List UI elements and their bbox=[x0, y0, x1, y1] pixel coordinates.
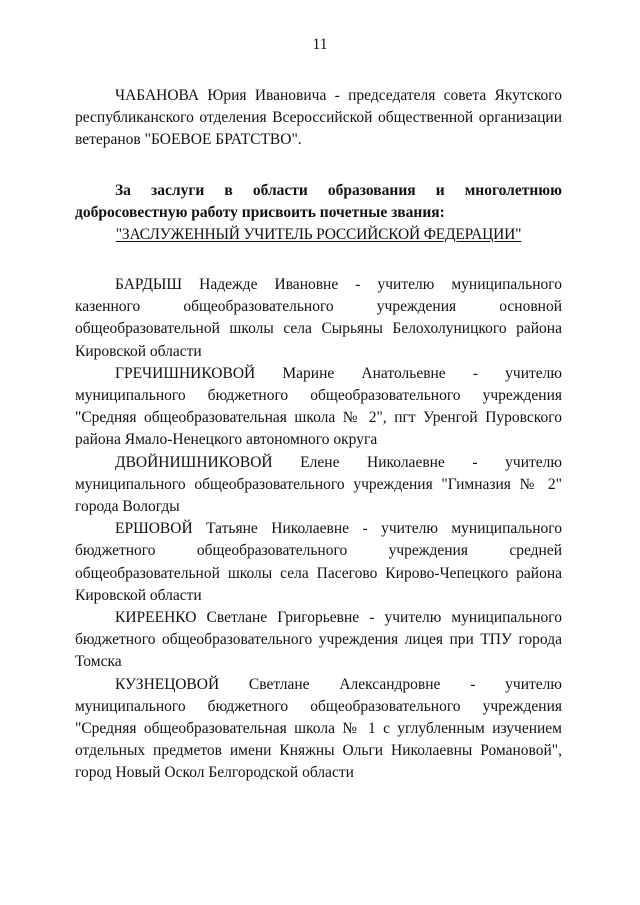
recipient-entry: ЕРШОВОЙ Татьяне Николаевне - учителю муниципального бюджетного общеобразовательного учреждения средней общеобразовательной школы села Пасегово Кирово-Чепецкого района Кировской области bbox=[75, 520, 562, 604]
recipient-entry: ГРЕЧИШНИКОВОЙ Марине Анатольевне - учителю муниципального бюджетного общеобразовательного учреждения "Средняя общеобразовательная школа № 2", пгт Уренгой Пуровского района Ямало-Ненецкого автономного округа bbox=[75, 364, 562, 449]
decree-statement: За заслуги в области образования и многолетнюю добросовестную работу присвоить почетные звания: bbox=[75, 181, 562, 221]
page-number: 11 bbox=[312, 36, 328, 53]
honorary-title-heading: "ЗАСЛУЖЕННЫЙ УЧИТЕЛЬ РОССИЙСКОЙ ФЕДЕРАЦИИ" bbox=[115, 226, 522, 244]
recipient-entry: КИРЕЕНКО Светлане Григорьевне - учителю муниципального бюджетного общеобразовательного учреждения лицея при ТПУ города Томска bbox=[75, 609, 562, 671]
recipient-entry: БАРДЫШ Надежде Ивановне - учителю муниципального казенного общеобразовательного учреждения основной общеобразовательной школы села Сырьяны Белохолуницкого района Кировской области bbox=[75, 276, 562, 360]
recipients-list bbox=[75, 274, 562, 785]
recipient-entry: ДВОЙНИШНИКОВОЙ Елене Николаевне - учителю муниципального общеобразовательного учреждения "Гимназия № 2" города Вологды bbox=[75, 453, 562, 516]
recipient-entry: КУЗНЕЦОВОЙ Светлане Александровне - учителю муниципального бюджетного общеобразовательного учреждения "Средняя общеобразовательная школа № 1 с углубленным изучением отдельных предметов имени Княжны Ольги Николаевны Романовой", город Новый Оскол Белгородской области bbox=[75, 675, 562, 782]
document-body bbox=[75, 85, 562, 785]
intro-paragraph: ЧАБАНОВА Юрия Ивановича - председателя совета Якутского республиканского отделения Всероссийской общественной организации ветеранов "БОЕВОЕ БРАТСТВО". bbox=[75, 87, 562, 149]
